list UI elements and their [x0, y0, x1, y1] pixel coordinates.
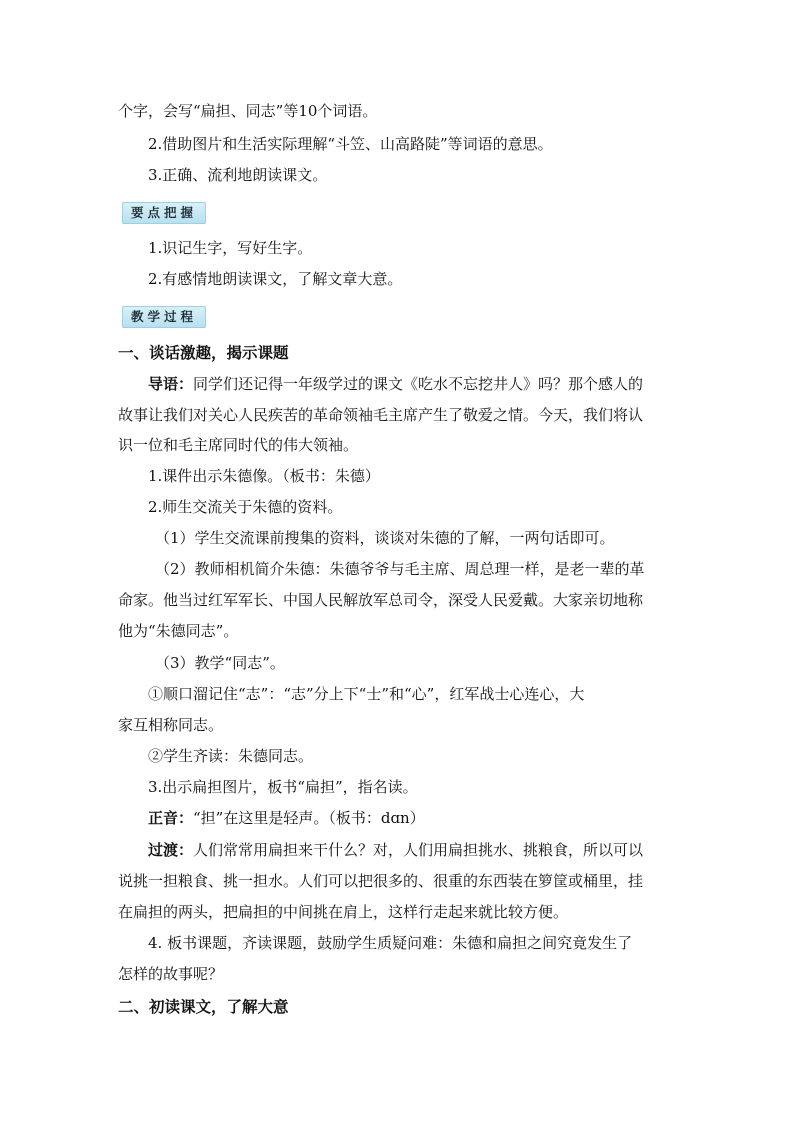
section-1-heading: 一、谈话激趣，揭示课题 — [118, 343, 289, 362]
circ-item-1-line-2: 家互相称同志。 — [118, 716, 224, 734]
sub-step-3: （3）教学“同志”。 — [155, 654, 285, 672]
teaching-process-badge: 教学过程 — [122, 306, 206, 328]
circ-item-1-line-1: ①顺口溜记住“志”：“志”分上下“士”和“心”，红军战士心连心，大 — [148, 685, 585, 703]
pronunciation-label: 正音： — [148, 809, 194, 827]
sub-step-2-line-3: 他为“朱德同志”。 — [118, 622, 239, 640]
transition-line-3: 在扁担的两头，把扁担的中间挑在肩上，这样行走起来就比较方便。 — [118, 903, 569, 921]
transition-label: 过渡： — [148, 841, 194, 859]
intro-line-3: 识一位和毛主席同时代的伟大领袖。 — [118, 436, 359, 454]
objective-line-3: 3.正确、流利地朗读课文。 — [148, 166, 328, 184]
transition-line-1 — [148, 840, 643, 860]
intro-text-1: 同学们还记得一年级学过的课文《吃水不忘挖井人》吗？那个感人的 — [193, 375, 644, 393]
objective-line-2: 2.借助图片和生活实际理解“斗笠、山高路陡”等词语的意思。 — [148, 135, 553, 153]
objective-line-1: 个字，会写“扁担、同志”等10个词语。 — [118, 102, 378, 120]
intro-line-1 — [148, 374, 643, 394]
step-4-line-2: 怎样的故事呢？ — [118, 965, 224, 983]
step-4-line-1: 4. 板书课题，齐读课题，鼓励学生质疑问难：朱德和扁担之间究竟发生了 — [148, 934, 633, 952]
sub-step-2-line-2: 命家。他当过红军军长、中国人民解放军总司令，深受人民爱戴。大家亲切地称 — [118, 591, 644, 609]
transition-line-2: 说挑一担粮食、挑一担水。人们可以把很多的、很重的东西装在箩筐或桶里，挂 — [118, 872, 644, 890]
pronunciation-text: “担”在这里是轻声。（板书：dɑn） — [193, 809, 425, 827]
intro-label: 导语： — [148, 375, 194, 393]
pronunciation-line — [148, 808, 425, 828]
circ-item-2: ②学生齐读：朱德同志。 — [148, 747, 314, 765]
sub-step-1: （1）学生交流课前搜集的资料，谈谈对朱德的了解，一两句话即可。 — [155, 529, 615, 547]
step-1: 1.课件出示朱德像。（板书：朱德） — [148, 467, 380, 485]
step-2: 2.师生交流关于朱德的资料。 — [148, 498, 343, 516]
sub-step-2-line-1: （2）教师相机简介朱德：朱德爷爷与毛主席、周总理一样，是老一辈的革 — [155, 560, 645, 578]
intro-line-2: 故事让我们对关心人民疾苦的革命领袖毛主席产生了敬爱之情。今天，我们将认 — [118, 406, 644, 424]
section-2-heading: 二、初读课文，了解大意 — [118, 997, 289, 1016]
key-point-item-2: 2.有感情地朗读课文，了解文章大意。 — [148, 270, 403, 288]
key-point-item-1: 1.识记生字，写好生字。 — [148, 239, 313, 257]
step-3: 3.出示扁担图片，板书“扁担”，指名读。 — [148, 778, 418, 796]
key-points-badge: 要点把握 — [122, 202, 206, 224]
transition-text-1: 人们常常用扁担来干什么？对，人们用扁担挑水、挑粮食，所以可以 — [193, 841, 644, 859]
